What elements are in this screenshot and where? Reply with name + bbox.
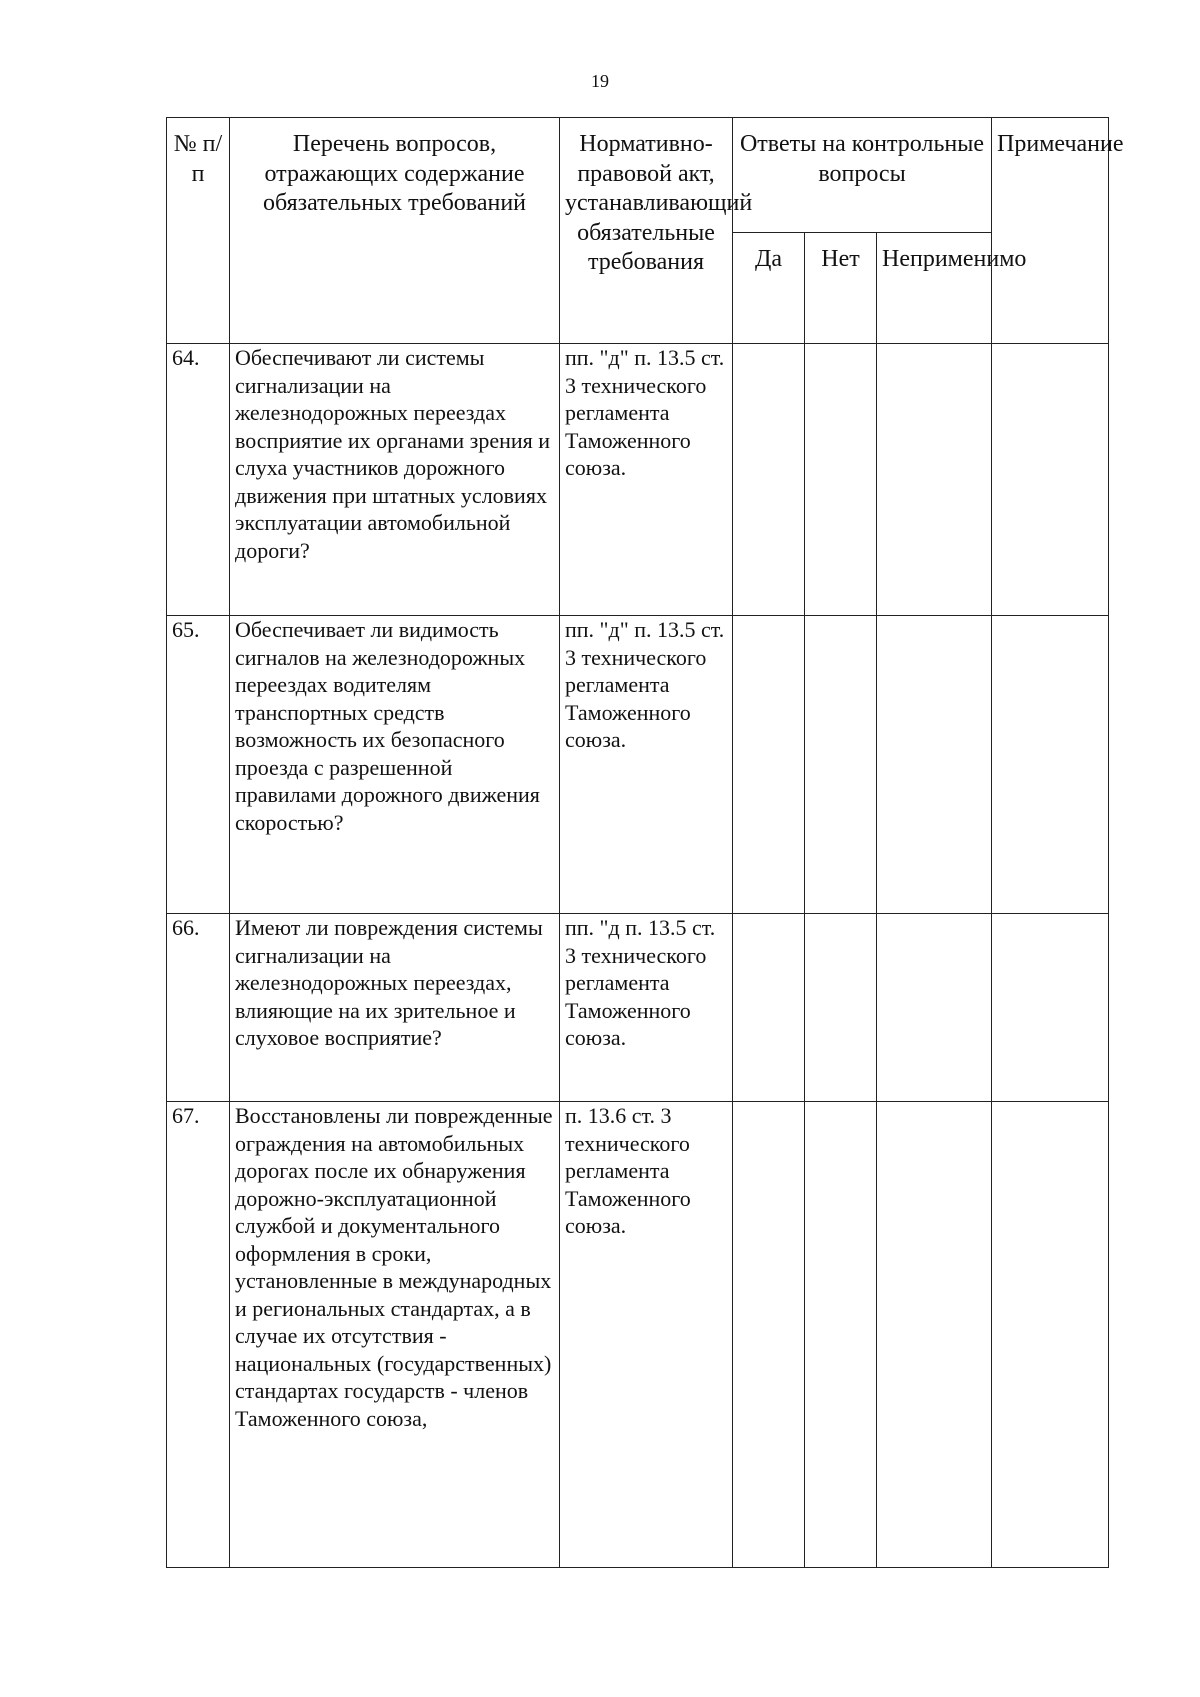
table-row [167,914,1109,1102]
page-number: 19 [591,71,609,91]
header-na: Неприменимо [877,233,992,344]
row-number: 64. [167,344,230,616]
note-cell[interactable] [992,1102,1109,1568]
row-act: пп. "д" п. 13.5 ст. 3 технического регламента Таможенного союза. [560,344,733,616]
header-questions: Перечень вопросов, отражающих содержание обязательных требований [230,118,560,344]
answer-no-cell[interactable] [805,914,877,1102]
table-row [167,616,1109,914]
table-row [167,344,1109,616]
row-act: пп. "д п. 13.5 ст. 3 технического регламента Таможенного союза. [560,914,733,1102]
row-number: 66. [167,914,230,1102]
header-row [167,118,1109,233]
row-number: 65. [167,616,230,914]
header-answers: Ответы на контрольные вопросы [733,118,992,233]
answer-no-cell[interactable] [805,344,877,616]
header-note: Примечание [992,118,1109,344]
row-question: Восстановлены ли поврежденные ограждения на автомобильных дорогах после их обнаружения дорожно-эксплуатационной службой и документального оформления в сроки, установленные в международных и региональных стандартах, а в случае их отсутствия - национальных (государственных) стандартах государств - членов Таможенного союза, [230,1102,560,1568]
row-question: Обеспечивают ли системы сигнализации на железнодорожных переездах восприятие их органами зрения и слуха участников дорожного движения при штатных условиях эксплуатации автомобильной дороги? [230,344,560,616]
answer-na-cell[interactable] [877,914,992,1102]
row-act: п. 13.6 ст. 3 технического регламента Таможенного союза. [560,1102,733,1568]
row-question: Имеют ли повреждения системы сигнализации на железнодорожных переездах, влияющие на их зрительное и слуховое восприятие? [230,914,560,1102]
header-num: № п/п [167,118,230,344]
answer-yes-cell[interactable] [733,344,805,616]
note-cell[interactable] [992,914,1109,1102]
note-cell[interactable] [992,344,1109,616]
checklist-table [166,117,1124,1568]
answer-yes-cell[interactable] [733,914,805,1102]
table-row [167,1102,1109,1568]
row-number: 67. [167,1102,230,1568]
note-cell[interactable] [992,616,1109,914]
header-act: Нормативно-правовой акт, устанавливающий обязательные требования [560,118,733,344]
row-question: Обеспечивает ли видимость сигналов на железнодорожных переездах водителям транспортных средств возможность их безопасного проезда с разрешенной правилами дорожного движения скоростью? [230,616,560,914]
answer-na-cell[interactable] [877,344,992,616]
answer-no-cell[interactable] [805,1102,877,1568]
row-act: пп. "д" п. 13.5 ст. 3 технического регламента Таможенного союза. [560,616,733,914]
answer-yes-cell[interactable] [733,1102,805,1568]
answer-yes-cell[interactable] [733,616,805,914]
header-yes: Да [733,233,805,344]
header-no: Нет [805,233,877,344]
answer-na-cell[interactable] [877,1102,992,1568]
answer-na-cell[interactable] [877,616,992,914]
answer-no-cell[interactable] [805,616,877,914]
